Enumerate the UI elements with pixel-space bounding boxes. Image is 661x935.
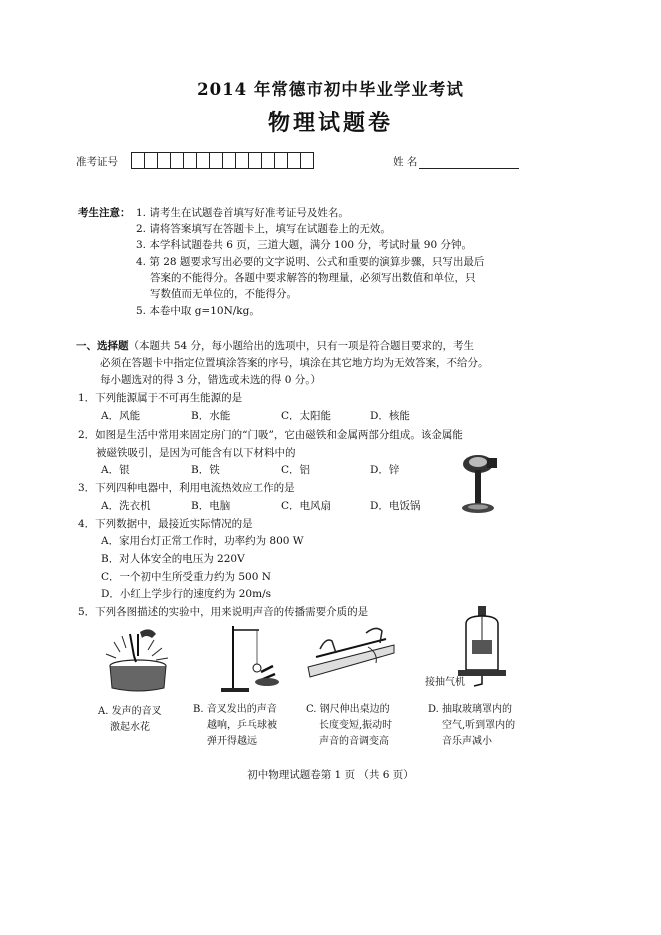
exam-id-label: 准考证号 — [76, 156, 118, 168]
q3-stem: 3．下列四种电器中，利用电流热效应工作的是 — [78, 482, 295, 494]
exam-id-box[interactable] — [196, 152, 210, 169]
exam-id-box[interactable] — [222, 152, 236, 169]
paper-subtitle: 物理试题卷 — [267, 110, 393, 136]
exam-id-box[interactable] — [183, 152, 197, 169]
q2-option-d: D．锌 — [370, 464, 400, 476]
q3-option-a: A．洗衣机 — [101, 500, 151, 512]
note-4-cont-2: 写数值而无单位的，不能得分。 — [150, 288, 297, 300]
section1-desc: （本题共 54 分，每小题给出的选项中，只有一项是符合题目要求的，考生 — [128, 340, 475, 352]
q5-caption-c-line3: 声音的音调变高 — [319, 736, 389, 747]
exam-id-boxes[interactable] — [131, 152, 313, 169]
name-underline[interactable] — [419, 156, 519, 169]
exam-id-box[interactable] — [209, 152, 223, 169]
q5-caption-a-line1: A. 发声的音叉 — [98, 706, 162, 717]
q1-option-c: C．太阳能 — [281, 410, 332, 422]
note-2: 2. 请将答案填写在答题卡上，填写在试题卷上的无效。 — [136, 223, 391, 235]
q5-stem: 5．下列各图描述的实验中，用来说明声音的传播需要介质的是 — [78, 606, 369, 618]
exam-id-box[interactable] — [170, 152, 184, 169]
q3-option-d: D．电饭锅 — [370, 500, 421, 512]
q5-caption-b-line2: 越响，乒乓球被 — [207, 720, 277, 731]
exam-id-box[interactable] — [274, 152, 288, 169]
exam-id-box[interactable] — [248, 152, 262, 169]
exam-id-box[interactable] — [261, 152, 275, 169]
section1-intro-line3: 每小题选对的得 3 分，错选或未选的得 0 分。） — [100, 374, 321, 386]
q4-stem: 4．下列数据中，最接近实际情况的是 — [78, 518, 253, 530]
section1-intro-line1 — [76, 339, 474, 353]
note-4: 4. 第 28 题要求写出必要的文字说明、公式和重要的演算步骤，只写出最后 — [136, 256, 485, 268]
exam-id-box[interactable] — [235, 152, 249, 169]
q2-option-c: C．铝 — [281, 464, 311, 476]
exam-id-box[interactable] — [131, 152, 145, 169]
page-footer: 初中物理试题卷第 1 页 （共 6 页） — [247, 769, 414, 781]
exam-title: 2014 年常德市初中毕业学业考试 — [197, 80, 464, 99]
q5-caption-d-line3: 音乐声减小 — [442, 736, 492, 747]
name-field[interactable] — [393, 155, 519, 169]
q2-stem-line2: 被磁铁吸引，是因为可能含有以下材料中的 — [96, 447, 296, 459]
figure-a-tuning-fork-water — [100, 622, 180, 694]
q1-option-d: D．核能 — [370, 410, 410, 422]
door-stop-figure — [452, 450, 504, 518]
q4-option-b: B．对人体安全的电压为 220V — [101, 553, 245, 565]
exam-id-box[interactable] — [144, 152, 158, 169]
q5-caption-a-line2: 激起水花 — [110, 722, 150, 733]
q5-caption-b-line1: B. 音叉发出的声音 — [193, 704, 277, 715]
q4-option-c: C．一个初中生所受重力约为 500 N — [101, 571, 271, 583]
pump-label: 接抽气机 — [425, 677, 465, 688]
note-1: 1. 请考生在试题卷首填写好准考证号及姓名。 — [136, 207, 349, 219]
q4-option-a: A．家用台灯正常工作时，功率约为 800 W — [101, 535, 304, 547]
name-label: 姓 名 — [393, 156, 418, 168]
q1-option-b: B．水能 — [191, 410, 231, 422]
q3-option-c: C．电风扇 — [281, 500, 332, 512]
exam-id-box[interactable] — [157, 152, 171, 169]
note-5: 5. 本卷中取 g=10N/kg。 — [136, 305, 260, 317]
note-3: 3. 本学科试题卷共 6 页，三道大题，满分 100 分，考试时量 90 分钟。 — [136, 239, 472, 251]
q5-caption-d-line1: D. 抽取玻璃罩内的 — [428, 704, 513, 715]
note-4-cont-1: 答案的不能得分。各题中要求解答的物理量，必须写出数值和单位，只 — [150, 272, 476, 284]
q1-option-a: A．风能 — [101, 410, 141, 422]
exam-id-box[interactable] — [300, 152, 314, 169]
q5-caption-b-line3: 弹开得越远 — [207, 736, 257, 747]
section1-intro-line2: 必须在答题卡中指定位置填涂答案的序号，填涂在其它地方均为无效答案，不给分。 — [100, 357, 489, 369]
q2-option-a: A．银 — [101, 464, 130, 476]
notes-label: 考生注意： — [78, 207, 131, 219]
section1-heading: 一、选择题 — [76, 340, 129, 352]
exam-id-box[interactable] — [287, 152, 301, 169]
q4-option-d: D．小红上学步行的速度约为 20m/s — [101, 588, 271, 600]
q2-stem-line1: 2．如图是生活中常用来固定房门的“门吸”，它由磁铁和金属两部分组成。该金属能 — [78, 429, 463, 441]
figure-b-tuning-fork-ball — [213, 620, 285, 696]
q1-stem: 1．下列能源属于不可再生能源的是 — [78, 392, 243, 404]
q2-option-b: B．铁 — [191, 464, 220, 476]
q5-caption-c-line2: 长度变短,振动时 — [319, 720, 393, 731]
q3-option-b: B．电脑 — [191, 500, 231, 512]
figure-c-steel-ruler — [306, 623, 398, 685]
q5-caption-c-line1: C. 钢尺伸出桌边的 — [306, 704, 390, 715]
q5-caption-d-line2: 空气,听到罩内的 — [442, 720, 516, 731]
